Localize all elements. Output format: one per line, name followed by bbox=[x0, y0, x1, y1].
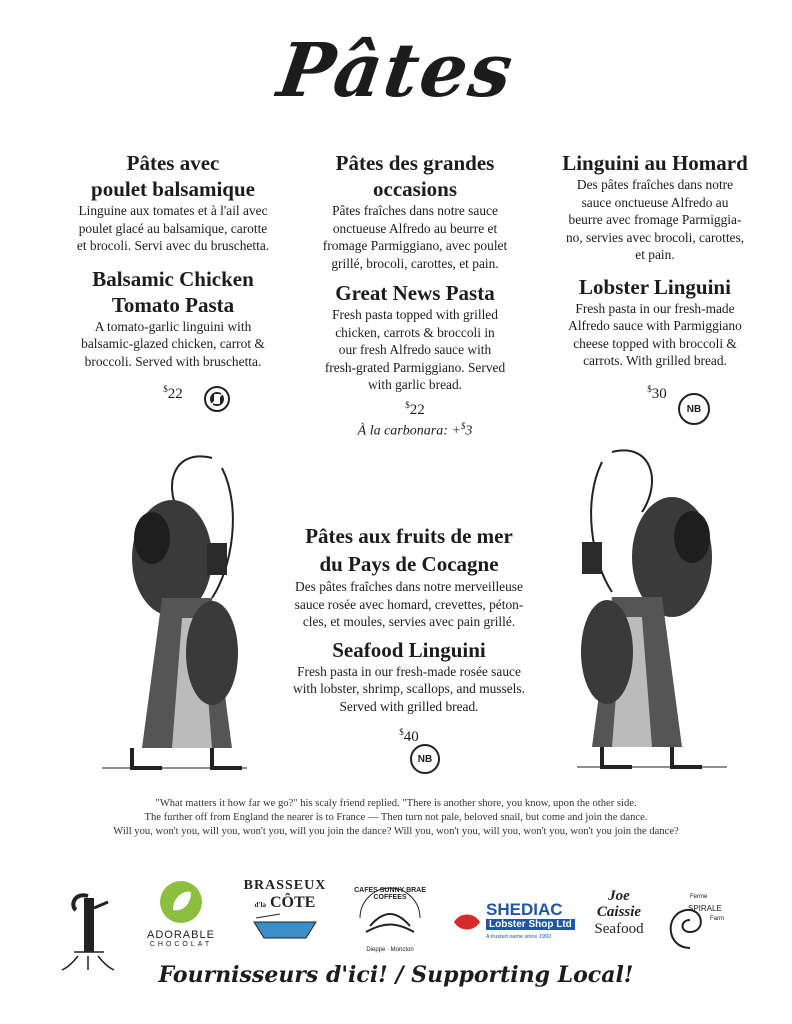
dish-name-fr: Linguini au Homard bbox=[562, 151, 748, 175]
dish-name-fr: Pâtes des grandes occasions bbox=[335, 151, 495, 201]
nb-local-badge: NB bbox=[410, 744, 440, 774]
cafes-sunny-brae-logo: CAFES SUNNY BRAE COFFEES Dieppe · Moncton bbox=[354, 887, 426, 953]
dish-desc-en: Fresh pasta in our fresh-made Alfredo sauce with Parmiggiano cheese topped with broccoli & carrots. With grilled bread. bbox=[568, 300, 742, 368]
nb-local-badge: NB bbox=[678, 393, 710, 425]
dish-name-en: Balsamic Chicken Tomato Pasta bbox=[92, 266, 254, 317]
carbonara-option: À la carbonara: +$3 bbox=[357, 420, 473, 439]
water-pump-logo bbox=[60, 888, 116, 972]
brasseux-dla-cote-logo: BRASSEUX d'la CÔTE bbox=[236, 878, 334, 945]
dish-name-en: Lobster Linguini bbox=[579, 274, 731, 299]
price-balsamic-chicken: $22 bbox=[163, 384, 183, 402]
dish-desc-en: A tomato-garlic linguini with balsamic-glazed chicken, carrot & broccoli. Served with bruschetta. bbox=[81, 318, 265, 369]
supporting-local-slogan: Fournisseurs d'ici! / Supporting Local! bbox=[158, 962, 634, 988]
joe-caissie-seafood-logo: Joe Caissie Seafood bbox=[594, 888, 644, 937]
no-gluten-icon bbox=[204, 386, 230, 412]
adorable-chocolat-logo: ADORABLE CHOCOLAT bbox=[138, 880, 224, 948]
dish-balsamic-chicken bbox=[50, 150, 296, 370]
dish-seafood-linguini bbox=[262, 522, 556, 715]
dish-name-fr: Pâtes avec poulet balsamique bbox=[91, 151, 255, 201]
dish-desc-fr: Des pâtes fraîches dans notre sauce onctueuse Alfredo au beurre avec fromage Parmiggia- no, servies avec brocoli, carottes, et pain. bbox=[565, 177, 745, 262]
quote-text: "What matters it how far we go?" his scaly friend replied. "There is another shore, you know, upon the other side. The further off from England the nearer is to France — Then turn not pale, beloved snail, but come and join the dance. Will you, won't you, will you, won't you, will you join the dance? Will you, won't you, will you, won't you, won't you join the dance? bbox=[113, 798, 679, 837]
dish-name-fr: Pâtes aux fruits de mer du Pays de Cocagne bbox=[305, 524, 513, 576]
lobster-illustration-left bbox=[92, 448, 252, 773]
dish-name-en: Seafood Linguini bbox=[332, 637, 486, 662]
price-seafood-linguini: $40 bbox=[399, 727, 419, 745]
dish-desc-fr: Linguine aux tomates et à l'ail avec poulet glacé au balsamique, carotte et brocoli. Servi avec du bruschetta. bbox=[76, 203, 270, 253]
dish-great-news-pasta bbox=[292, 150, 538, 439]
dish-desc-en: Fresh pasta in our fresh-made rosée sauce with lobster, shrimp, scallops, and mussels. Served with grilled bread. bbox=[293, 663, 525, 714]
price-great-news: $22 bbox=[405, 399, 425, 418]
ferme-spirale-logo: Ferme SPIRALE Farm bbox=[660, 890, 736, 952]
dish-desc-fr: Pâtes fraîches dans notre sauce onctueuse Alfredo au beurre et fromage Parmiggiano, avec poulet grillé, brocoli, carottes, et pain. bbox=[322, 203, 508, 271]
price-lobster-linguini: $30 bbox=[647, 384, 667, 402]
page-title: Pâtes bbox=[272, 28, 520, 114]
dish-lobster-linguini bbox=[530, 150, 780, 370]
dish-desc-fr: Des pâtes fraîches dans notre merveilleuse sauce rosée avec homard, crevettes, péton- cles, et moules, servies avec pain grillé. bbox=[294, 579, 524, 629]
lobster-illustration-right bbox=[572, 442, 732, 772]
dish-name-en: Great News Pasta bbox=[335, 281, 495, 305]
dish-desc-en: Fresh pasta topped with grilled chicken, carrots & broccoli in our fresh Alfredo sauce with fresh-grated Parmiggiano. Served with garlic bread. bbox=[324, 307, 506, 392]
